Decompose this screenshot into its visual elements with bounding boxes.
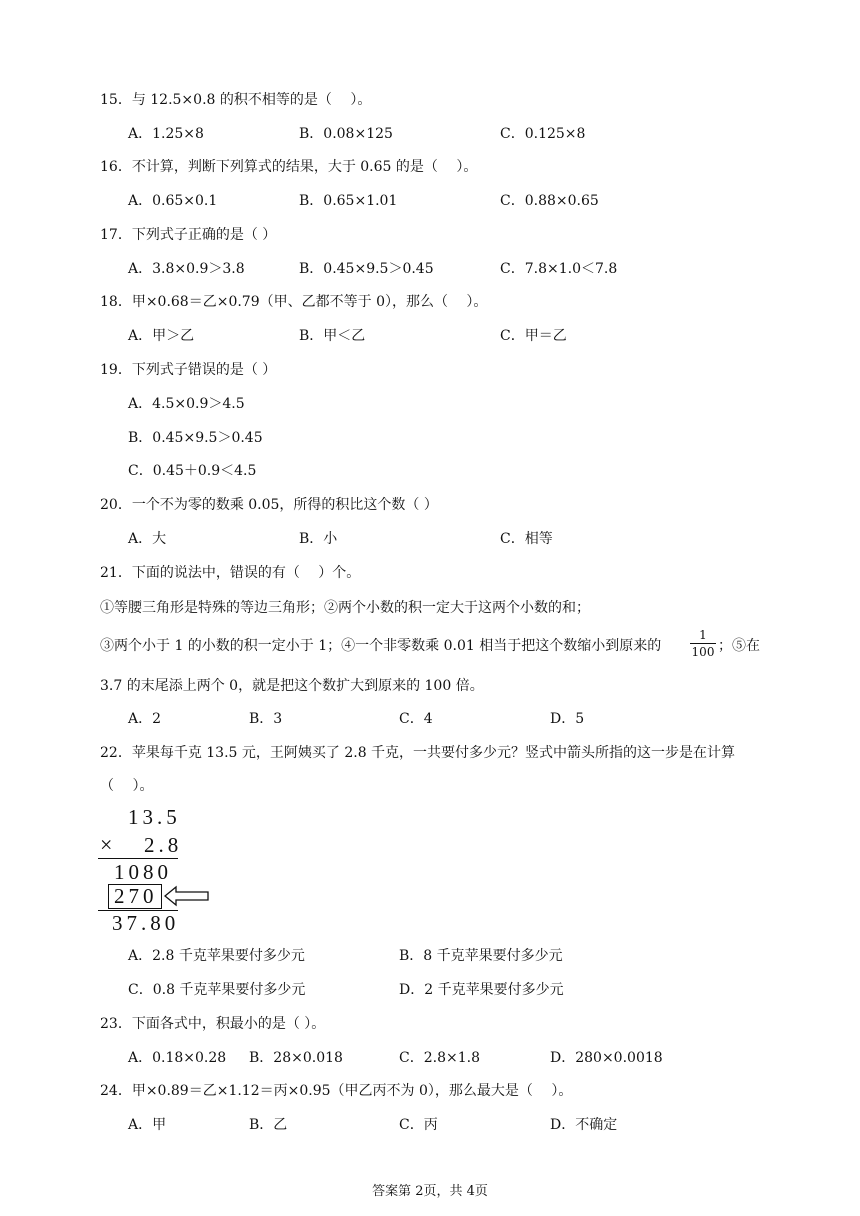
q17-option-b: B．0.45×9.5＞0.45 [299, 261, 434, 277]
fraction-denominator: 100 [691, 645, 715, 659]
question-22-blank: （ ）。 [100, 778, 154, 794]
q22-option-d: D．2 千克苹果要付多少元 [399, 982, 564, 998]
q21-option-b: B．3 [249, 711, 283, 727]
q15-option-c: C．0.125×8 [500, 126, 586, 142]
fraction-one-hundredth [690, 628, 716, 659]
q23-option-a: A．0.18×0.28 [128, 1050, 227, 1066]
q22-option-b: B．8 千克苹果要付多少元 [399, 948, 563, 964]
final-product: 37.80 [112, 911, 180, 935]
q24-option-d: D．不确定 [550, 1117, 618, 1133]
q24-option-a: A．甲 [128, 1117, 167, 1133]
q24-option-b: B．乙 [249, 1117, 288, 1133]
times-sign: × [100, 832, 113, 857]
q21-statement-line-3: 3.7 的末尾添上两个 0，就是把这个数扩大到原来的 100 倍。 [100, 678, 484, 694]
q19-option-b: B．0.45×9.5＞0.45 [128, 430, 263, 446]
q17-option-a: A．3.8×0.9＞3.8 [128, 261, 245, 277]
question-22: 22．苹果每千克 13.5 元，王阿姨买了 2.8 千克，一共要付多少元？竖式中箭头所指的这一步是在计算 [100, 745, 736, 761]
question-19: 19．下列式子错误的是（ ） [100, 362, 277, 378]
q22-option-a: A．2.8 千克苹果要付多少元 [128, 948, 305, 964]
fraction-numerator: 1 [690, 628, 716, 644]
q15-option-a: A．1.25×8 [128, 126, 204, 142]
q20-option-b: B．小 [299, 531, 338, 547]
page-footer: 答案第 2页，共 4页 [372, 1184, 488, 1199]
question-15: 15．与 12.5×0.8 的积不相等的是（ ）。 [100, 92, 372, 108]
q18-option-a: A．甲＞乙 [128, 328, 195, 344]
q16-option-b: B．0.65×1.01 [299, 193, 398, 209]
multiplier: 2.8 [144, 833, 183, 857]
question-20: 20．一个不为零的数乘 0.05，所得的积比这个数（ ） [100, 497, 438, 513]
question-24: 24．甲×0.89＝乙×1.12＝丙×0.95（甲乙丙不为 0），那么最大是（ ）。 [100, 1083, 573, 1099]
q22-option-c: C．0.8 千克苹果要付多少元 [128, 982, 306, 998]
arrow-left-icon [164, 885, 210, 907]
q15-option-b: B．0.08×125 [299, 126, 393, 142]
q24-option-c: C．丙 [399, 1117, 438, 1133]
q21-statement-line-2: ③两个小于 1 的小数的积一定小于 1；④一个非零数乘 0.01 相当于把这个数缩小到原来的 [100, 638, 662, 654]
partial-product-2: 270 [114, 884, 158, 908]
q19-option-a: A．4.5×0.9＞4.5 [128, 396, 245, 412]
q21-option-c: C．4 [399, 711, 433, 727]
q23-option-c: C．2.8×1.8 [399, 1050, 480, 1066]
q23-option-b: B．28×0.018 [249, 1050, 343, 1066]
question-18: 18．甲×0.68＝乙×0.79（甲、乙都不等于 0），那么（ ）。 [100, 294, 488, 310]
question-17: 17．下列式子正确的是（ ） [100, 227, 277, 243]
q16-option-c: C．0.88×0.65 [500, 193, 599, 209]
question-23: 23．下面各式中，积最小的是（ ）。 [100, 1016, 326, 1032]
q19-option-c: C．0.45＋0.9＜4.5 [128, 463, 257, 479]
multiplicand: 13.5 [128, 805, 181, 829]
q21-option-a: A．2 [128, 711, 162, 727]
question-21: 21．下面的说法中，错误的有（ ）个。 [100, 565, 361, 581]
q17-option-c: C．7.8×1.0＜7.8 [500, 261, 618, 277]
q18-option-c: C．甲＝乙 [500, 328, 567, 344]
q21-option-d: D．5 [550, 711, 585, 727]
q18-option-b: B．甲＜乙 [299, 328, 366, 344]
vertical-multiplication [98, 805, 238, 935]
question-16: 16．不计算，判断下列算式的结果，大于 0.65 的是（ ）。 [100, 159, 478, 175]
q20-option-c: C．相等 [500, 531, 553, 547]
q16-option-a: A．0.65×0.1 [128, 193, 218, 209]
divider-line-1 [98, 858, 178, 859]
q20-option-a: A．大 [128, 531, 167, 547]
q21-statement-line-1: ①等腰三角形是特殊的等边三角形；②两个小数的积一定大于这两个小数的和； [100, 600, 590, 616]
q23-option-d: D．280×0.0018 [550, 1050, 663, 1066]
q21-statement-line-2-tail: ；⑤在 [718, 638, 760, 654]
partial-product-1: 1080 [114, 860, 172, 884]
